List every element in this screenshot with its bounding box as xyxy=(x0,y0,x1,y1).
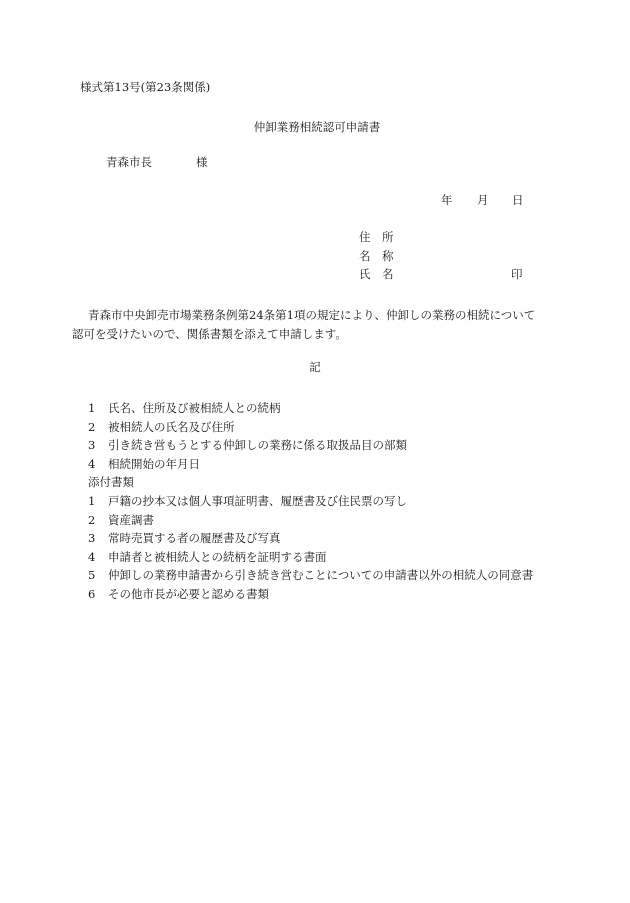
address-field-label xyxy=(359,232,394,244)
person-label-char-2: 名 xyxy=(382,267,394,281)
application-statement xyxy=(72,306,558,344)
list-item xyxy=(88,455,533,474)
person-label-char-1: 氏 xyxy=(359,267,371,281)
person-name-field-label xyxy=(359,269,394,281)
attachment-item xyxy=(88,566,533,585)
document-title xyxy=(0,122,630,134)
list-item-text: 被相続人の氏名及び住所 xyxy=(108,419,235,434)
attachment-number: 1 xyxy=(88,493,96,508)
list-item-number: 2 xyxy=(88,419,96,434)
list-item-number: 3 xyxy=(88,438,96,453)
attachment-text: 戸籍の抄本又は個人事項証明書、履歴書及び住民票の写し xyxy=(108,493,407,508)
list-item-text: 氏名、住所及び被相続人との続柄 xyxy=(108,401,281,415)
list-item xyxy=(88,399,533,418)
attachment-item xyxy=(88,492,533,511)
attachment-item xyxy=(88,548,533,567)
ki-heading-text: 記 xyxy=(309,360,321,374)
attachment-text: 申請者と被相続人との続柄を証明する書面 xyxy=(108,549,327,564)
attachment-item xyxy=(88,511,533,530)
attachment-number: 2 xyxy=(88,512,96,527)
list-item-number: 4 xyxy=(88,456,96,471)
addressee xyxy=(106,157,208,169)
attachment-item xyxy=(88,585,533,604)
particulars-list xyxy=(88,399,533,604)
attachment-text: その他市長が必要と認める書類 xyxy=(108,586,269,601)
address-label-char-1: 住 xyxy=(359,230,371,244)
statement-line-1: 青森市中央卸売市場業務条例第24条第1項の規定により、仲卸しの業務の相続について xyxy=(88,308,536,322)
name-label-char-1: 名 xyxy=(359,249,371,263)
attachment-number: 5 xyxy=(88,568,96,583)
list-item xyxy=(88,436,533,455)
address-label-char-2: 所 xyxy=(382,230,394,244)
attachment-number: 4 xyxy=(88,549,96,564)
attachment-text: 資産調書 xyxy=(108,512,154,527)
seal-mark: 印 xyxy=(511,267,523,281)
ki-heading xyxy=(0,362,630,374)
date-month-label: 月 xyxy=(477,193,489,207)
date-year-label: 年 xyxy=(441,193,453,207)
list-item-text: 引き続き営もうとする仲卸しの業務に係る取扱品目の部類 xyxy=(108,438,407,453)
name-field-label xyxy=(359,251,394,263)
list-item-number: 1 xyxy=(88,401,96,415)
attachments-heading: 添付書類 xyxy=(88,475,134,490)
list-item-text: 相続開始の年月日 xyxy=(108,456,200,471)
list-item xyxy=(88,418,533,437)
attachment-number: 6 xyxy=(88,586,96,601)
date-day-label: 日 xyxy=(512,193,524,207)
attachment-text: 常時売買する者の履歴書及び写真 xyxy=(108,531,281,546)
name-label-char-2: 称 xyxy=(382,249,394,263)
attachment-number: 3 xyxy=(88,531,96,546)
addressee-suffix: 様 xyxy=(196,155,208,169)
statement-line-2: 認可を受けたいので、関係書類を添えて申請します。 xyxy=(72,327,347,341)
addressee-name: 青森市長 xyxy=(106,155,152,169)
attachment-text: 仲卸しの業務申請書から引き続き営むことについての申請書以外の相続人の同意書 xyxy=(108,568,534,583)
attachment-item xyxy=(88,529,533,548)
document-title-text: 仲卸業務相続認可申請書 xyxy=(253,120,381,134)
form-number: 様式第13号(第23条関係) xyxy=(80,80,211,94)
